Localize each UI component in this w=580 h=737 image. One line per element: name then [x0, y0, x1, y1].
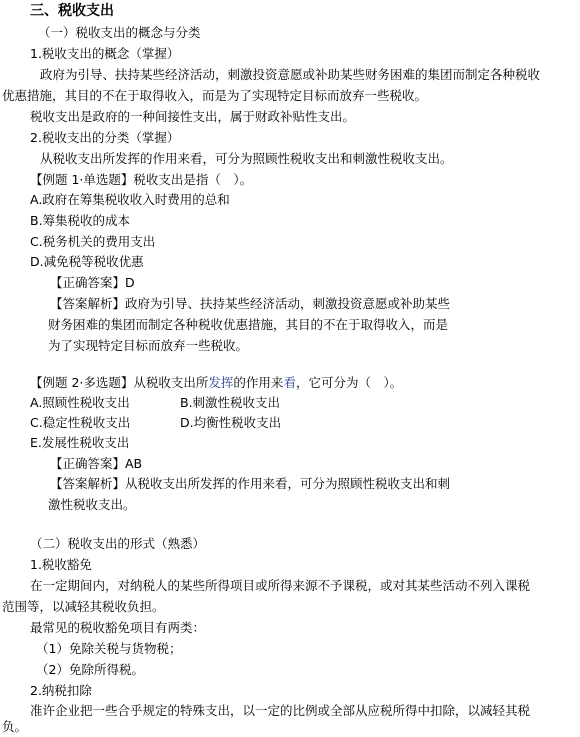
example2-question-highlight: 发挥 — [208, 375, 234, 390]
exemption-paragraph-line: 最常见的税收豁免项目有两类： — [30, 620, 206, 635]
classification-heading: 2.税收支出的分类（掌握） — [30, 130, 180, 145]
section-title: 三、税收支出 — [30, 3, 114, 19]
exemption-item: （1）免除关税与货物税； — [36, 641, 182, 656]
concept-paragraph-line: 政府为引导、扶持某些经济活动，刺激投资意愿或补助某些财务困难的集团而制定各种税收 — [40, 67, 541, 82]
exemption-item: （2）免除所得税。 — [36, 662, 144, 677]
example1-option: D.减免税等税收优惠 — [30, 254, 144, 269]
deduction-paragraph-line: 准许企业把一些合乎规定的特殊支出，以一定的比例或全部从应税所得中扣除，以减轻其税 — [30, 703, 531, 718]
example2-option: D.均衡性税收支出 — [180, 415, 282, 430]
example1-analysis-line: 财务困难的集团而制定各种税收优惠措施，其目的不在于取得收入，而是 — [48, 317, 449, 332]
example1-option: A.政府在筹集税收收入时费用的总和 — [30, 192, 230, 207]
example2-option: E.发展性税收支出 — [30, 435, 130, 450]
exemption-paragraph-line: 范围等，以减轻其税收负担。 — [2, 599, 165, 614]
example2-question — [30, 372, 402, 393]
example2-options-row — [30, 392, 281, 413]
example2-option: A.照顾性税收支出 — [30, 395, 130, 410]
example2-analysis-line: 激性税收支出。 — [48, 497, 136, 512]
example1-option: C.税务机关的费用支出 — [30, 234, 156, 249]
example2-question-text: 的作用来 — [233, 375, 284, 390]
example1-question: 【例题 1·单选题】税收支出是指（ ）。 — [30, 172, 253, 187]
example2-analysis-line: 【答案解析】从税收支出所发挥的作用来看，可分为照顾性税收支出和刺 — [50, 476, 451, 491]
example2-option: C.稳定性税收支出 — [30, 415, 131, 430]
classification-paragraph: 从税收支出所发挥的作用来看，可分为照顾性税收支出和刺激性税收支出。 — [40, 151, 453, 166]
concept-heading: 1.税收支出的概念（掌握） — [30, 46, 180, 61]
concept-paragraph-line: 优惠措施，其目的不在于取得收入，而是为了实现特定目标而放弃一些税收。 — [2, 88, 428, 103]
concept-paragraph-line: 税收支出是政府的一种间接性支出，属于财政补贴性支出。 — [30, 109, 356, 124]
deduction-paragraph-line: 负。 — [2, 719, 28, 734]
example1-analysis-line: 为了实现特定目标而放弃一些税收。 — [48, 338, 249, 353]
example1-option: B.筹集税收的成本 — [30, 213, 131, 228]
exemption-heading: 1.税收豁免 — [30, 557, 92, 572]
example2-question-text: ，它可分为（ ）。 — [295, 375, 403, 390]
section1-heading: （一）税收支出的概念与分类 — [38, 25, 201, 40]
example1-answer: 【正确答案】D — [50, 275, 135, 290]
example2-option: B.刺激性税收支出 — [180, 395, 281, 410]
example2-options-row — [30, 412, 282, 433]
exemption-paragraph-line: 在一定期间内，对纳税人的某些所得项目或所得来源不予课税，或对其某些活动不列入课税 — [30, 578, 531, 593]
example1-analysis-line: 【答案解析】政府为引导、扶持某些经济活动，刺激投资意愿或补助某些 — [50, 296, 451, 311]
example2-answer: 【正确答案】AB — [50, 456, 143, 471]
example2-question-text: 【例题 2·多选题】从税收支出所 — [30, 375, 209, 390]
example2-question-highlight: 看 — [283, 375, 296, 390]
section2-heading: （二）税收支出的形式（熟悉） — [30, 536, 206, 551]
deduction-heading: 2.纳税扣除 — [30, 683, 92, 698]
